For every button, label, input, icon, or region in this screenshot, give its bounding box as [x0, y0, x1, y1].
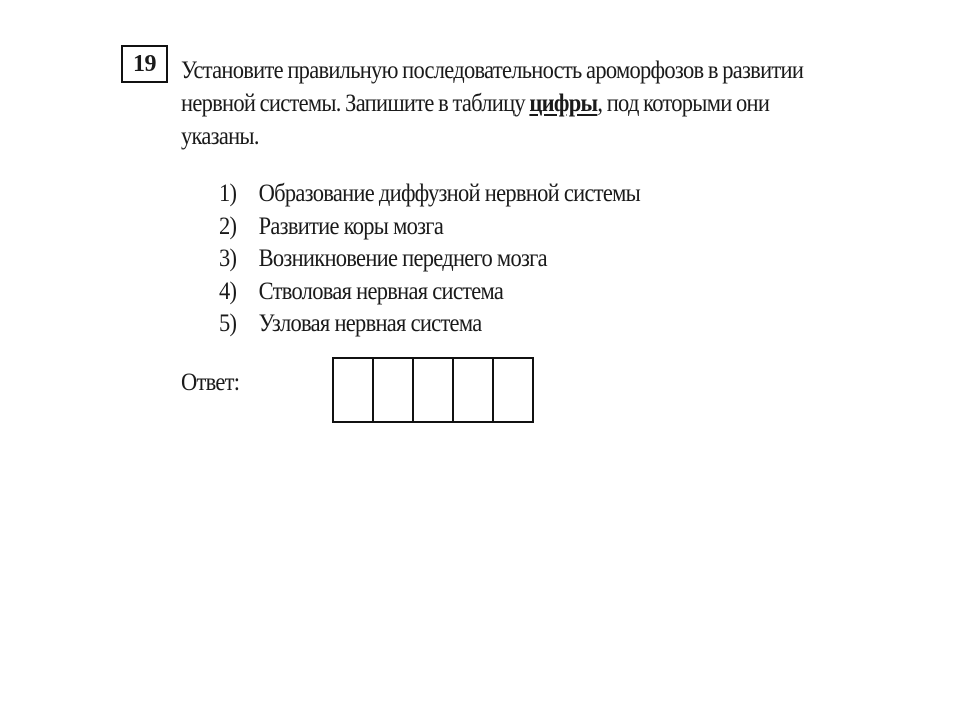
option-item-1: [219, 178, 640, 211]
question-emphasis: цифры: [529, 90, 598, 117]
question-line-2-start: нервной системы. Запишите в таблицу: [181, 90, 530, 117]
option-number: 5): [219, 310, 237, 338]
answer-cell-5[interactable]: [494, 359, 532, 421]
task-number: 19: [133, 50, 156, 77]
option-text: Узловая нервная система: [258, 310, 482, 338]
option-text: Возникновение переднего мозга: [258, 245, 547, 273]
option-text: Развитие коры мозга: [258, 212, 444, 240]
question-line-3: указаны.: [181, 123, 259, 150]
option-text: Стволовая нервная система: [258, 277, 504, 305]
answer-cell-3[interactable]: [414, 359, 454, 421]
option-item-4: [219, 276, 640, 309]
answer-grid: [332, 357, 534, 423]
answer-label: Ответ:: [181, 369, 240, 396]
option-number: 2): [219, 212, 237, 240]
option-text: Образование диффузной нервной системы: [258, 180, 641, 207]
option-item-2: [219, 211, 640, 244]
option-item-3: [219, 243, 640, 276]
options-list: [219, 178, 640, 341]
option-number: 3): [219, 245, 237, 273]
question-text: [181, 54, 804, 153]
option-item-5: [219, 308, 640, 341]
task-number-box: [121, 45, 168, 83]
question-line-2: [181, 87, 793, 120]
question-line-1: Установите правильную последовательность ароморфозов в развитии: [181, 57, 804, 84]
answer-cell-2[interactable]: [374, 359, 414, 421]
question-line-2-end: , под которыми они: [597, 90, 770, 117]
answer-cell-4[interactable]: [454, 359, 494, 421]
answer-cell-1[interactable]: [334, 359, 374, 421]
option-number: 1): [219, 180, 237, 207]
option-number: 4): [219, 277, 237, 305]
